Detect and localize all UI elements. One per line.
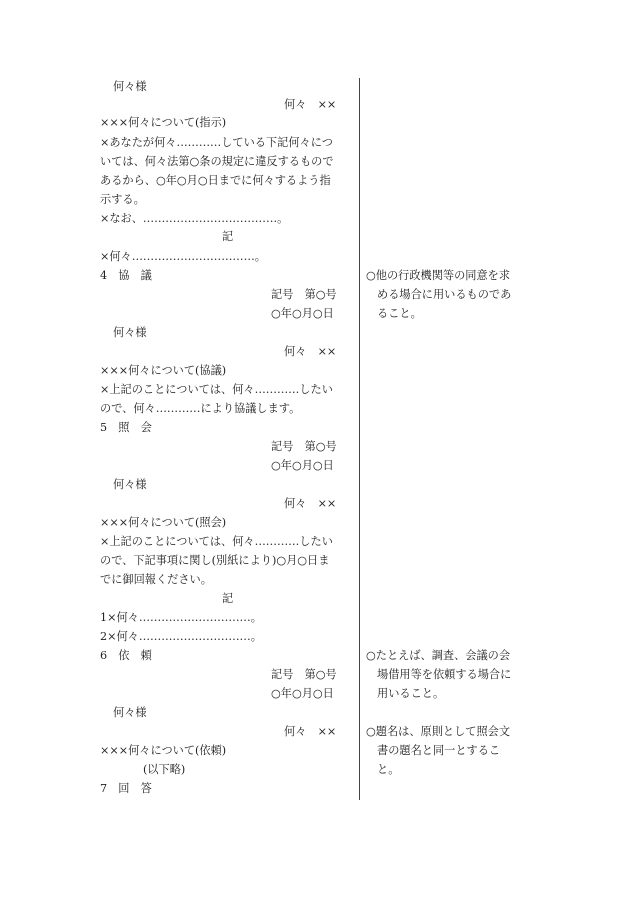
section-heading: 6 依 頼	[100, 649, 152, 662]
body-line: ので、何々…………により協議します。	[100, 402, 301, 415]
addressee: 何々様	[113, 326, 147, 339]
body-line: 示する。	[100, 193, 145, 206]
subject: ×××何々について(協議)	[100, 364, 227, 377]
note-line: ○たとえば、調査、会議の会	[366, 649, 511, 662]
addressee: 何々様	[113, 478, 147, 491]
section-heading: 5 照 会	[100, 421, 152, 434]
subject: ×××何々について(依頼)	[100, 744, 227, 757]
body-line: ×何々……………………………。	[100, 250, 266, 263]
omitted-note: (以下略)	[143, 763, 186, 776]
body-line: ×あなたが何々…………している下記何々につ	[100, 136, 333, 149]
note-line: 場借用等を依頼する場合に	[377, 668, 512, 681]
note-line: 用いること。	[377, 687, 445, 700]
addressee: 何々様	[113, 80, 147, 93]
note-line: と。	[377, 763, 400, 776]
record-number: 記号 第○号	[271, 288, 337, 301]
section-heading: 4 協 議	[100, 269, 152, 282]
date-line: ○年○月○日	[271, 307, 334, 320]
note-line: ること。	[377, 307, 422, 320]
list-item: 2×何々…………………………。	[100, 630, 262, 643]
body-line: あるから、○年○月○日までに何々するよう指	[100, 174, 331, 187]
date-line: ○年○月○日	[271, 459, 334, 472]
body-line: ×上記のことについては、何々…………したい	[100, 535, 333, 548]
list-item: 1×何々…………………………。	[100, 611, 262, 624]
column-divider	[359, 78, 360, 800]
body-line: ×上記のことについては、何々…………したい	[100, 383, 333, 396]
body-line: いては、何々法第○条の規定に違反するもので	[100, 155, 334, 168]
body-line: ので、下記事項に関し(別紙により)○月○日ま	[100, 554, 330, 567]
note-line: 書の題名と同一とするこ	[377, 744, 501, 757]
note-line: ○他の行政機関等の同意を求	[366, 269, 511, 282]
ki-heading: 記	[222, 592, 234, 605]
record-number: 記号 第○号	[271, 440, 337, 453]
note-line: ○題名は、原則として照会文	[366, 725, 511, 738]
addressee: 何々様	[113, 706, 147, 719]
subject: ×××何々について(照会)	[100, 516, 227, 529]
body-line: ×なお、………………………………。	[100, 212, 289, 225]
body-line: でに御回報ください。	[100, 573, 212, 586]
section-heading: 7 回 答	[100, 782, 152, 795]
sender: 何々 ××	[284, 345, 337, 358]
sender: 何々 ××	[284, 497, 337, 510]
sender: 何々 ××	[284, 98, 337, 111]
sender: 何々 ××	[284, 725, 337, 738]
record-number: 記号 第○号	[271, 668, 337, 681]
note-line: める場合に用いるものであ	[377, 288, 512, 301]
ki-heading: 記	[222, 230, 234, 243]
subject: ×××何々について(指示)	[100, 116, 227, 129]
date-line: ○年○月○日	[271, 687, 334, 700]
